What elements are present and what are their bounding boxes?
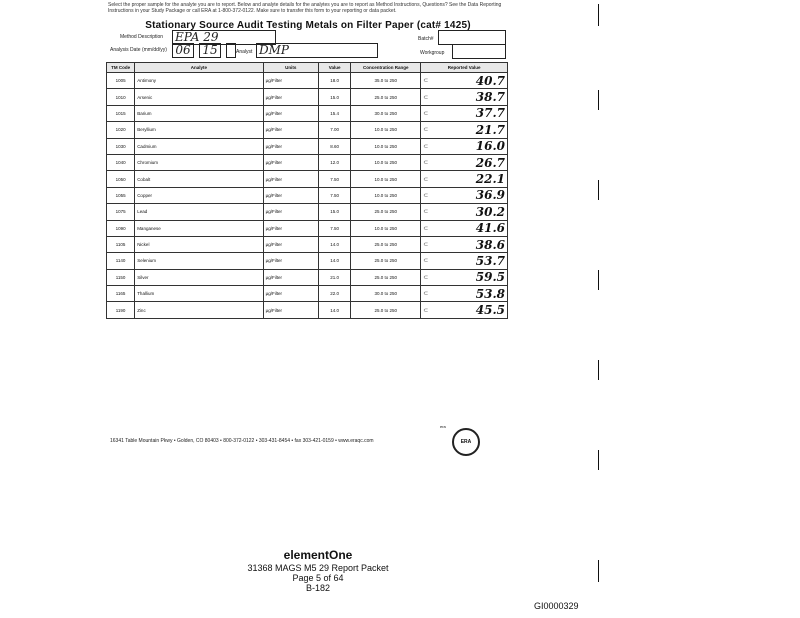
date-label: Analysis Date (mm/dd/yy): [110, 47, 167, 53]
handwritten-mark-icon: ⊂: [423, 127, 429, 134]
table-row: [107, 269, 508, 285]
cell-analyte: Arsenic: [135, 89, 263, 105]
cell-range: 10.0 to 250: [351, 171, 421, 187]
handwritten-mark-icon: ⊂: [423, 176, 429, 183]
cell-range: 25.0 to 250: [351, 302, 421, 318]
cell-reported: [421, 269, 508, 285]
cell-reported: [421, 286, 508, 302]
cell-range: 10.0 to 250: [351, 122, 421, 138]
reported-value: 45.5: [475, 303, 505, 318]
reported-value: 21.7: [475, 122, 505, 137]
cell-code: 1020: [107, 122, 135, 138]
scan-edge-mark: [598, 270, 599, 290]
handwritten-mark-icon: ⊂: [423, 78, 429, 85]
scan-edge-mark: [598, 4, 599, 26]
cell-reported: [421, 220, 508, 236]
cell-range: 25.0 to 250: [351, 269, 421, 285]
cell-analyte: Barium: [135, 105, 263, 121]
reported-value: 30.2: [475, 204, 505, 219]
cell-value: 7.50: [318, 220, 350, 236]
cell-units: µg/Filter: [263, 187, 318, 203]
cell-units: µg/Filter: [263, 138, 318, 154]
analyst-label: Analyst: [236, 49, 253, 55]
workgroup-field: [452, 44, 506, 59]
cell-range: 30.0 to 250: [351, 105, 421, 121]
cell-reported: [421, 154, 508, 170]
analyst-field: DMP: [256, 43, 378, 58]
cell-value: 15.4: [318, 105, 350, 121]
cell-analyte: Beryllium: [135, 122, 263, 138]
cell-reported: [421, 89, 508, 105]
table-row: [107, 220, 508, 236]
cell-units: µg/Filter: [263, 220, 318, 236]
cell-value: 14.0: [318, 253, 350, 269]
cell-units: µg/Filter: [263, 286, 318, 302]
date-month-field: 06: [172, 43, 194, 58]
cell-range: 10.0 to 250: [351, 138, 421, 154]
handwritten-mark-icon: ⊂: [423, 94, 429, 101]
cell-value: 14.0: [318, 302, 350, 318]
table-row: [107, 122, 508, 138]
cell-reported: [421, 236, 508, 252]
cell-code: 1030: [107, 138, 135, 154]
cell-code: 1165: [107, 286, 135, 302]
cell-range: 25.0 to 250: [351, 253, 421, 269]
cell-reported: [421, 187, 508, 203]
cell-units: µg/Filter: [263, 269, 318, 285]
cell-reported: [421, 138, 508, 154]
cell-code: 1055: [107, 187, 135, 203]
handwritten-mark-icon: ⊂: [423, 242, 429, 249]
cell-analyte: Antimony: [135, 73, 263, 89]
cell-units: µg/Filter: [263, 204, 318, 220]
table-row: [107, 138, 508, 154]
table-row: [107, 302, 508, 318]
page-id: B-182: [305, 583, 331, 593]
cell-code: 1140: [107, 253, 135, 269]
cell-code: 1190: [107, 302, 135, 318]
col-header-range: Concentration Range: [351, 63, 421, 73]
cell-analyte: Lead: [135, 204, 263, 220]
cell-code: 1010: [107, 89, 135, 105]
cell-value: 7.50: [318, 171, 350, 187]
col-header-analyte: Analyte: [135, 63, 263, 73]
cell-value: 7.00: [318, 122, 350, 138]
handwritten-mark-icon: ⊂: [423, 110, 429, 117]
packet-line: 31368 MAGS M5 29 Report Packet: [247, 563, 389, 573]
cell-units: µg/Filter: [263, 122, 318, 138]
table-row: [107, 253, 508, 269]
batch-field: [438, 30, 506, 45]
cell-units: µg/Filter: [263, 236, 318, 252]
cell-range: 30.0 to 250: [351, 286, 421, 302]
era-small-text: era: [440, 424, 446, 429]
reported-value: 22.1: [475, 172, 505, 187]
cell-analyte: Manganese: [135, 220, 263, 236]
reported-value: 40.7: [475, 73, 505, 88]
date-day-field: 15: [199, 43, 221, 58]
table-header-row: [107, 63, 508, 73]
cell-analyte: Silver: [135, 269, 263, 285]
handwritten-mark-icon: ⊂: [423, 143, 429, 150]
cell-value: 14.0: [318, 236, 350, 252]
scan-edge-mark: [598, 180, 599, 200]
results-table: [106, 62, 508, 319]
cell-range: 25.0 to 250: [351, 89, 421, 105]
footer-address: 16341 Table Mountain Pkwy • Golden, CO 80403 • 800-372-0122 • 303-431-8454 • fax 303-421-0159 • www.eraqc.com: [110, 438, 374, 444]
cell-value: 18.0: [318, 73, 350, 89]
reported-value: 38.6: [475, 237, 505, 252]
table-row: [107, 286, 508, 302]
cell-units: µg/Filter: [263, 105, 318, 121]
col-header-value: Value: [318, 63, 350, 73]
table-row: [107, 89, 508, 105]
cell-units: µg/Filter: [263, 302, 318, 318]
packet-info: [200, 563, 436, 593]
cell-range: 25.0 to 250: [351, 236, 421, 252]
cell-value: 15.0: [318, 89, 350, 105]
cell-range: 35.0 to 250: [351, 73, 421, 89]
reported-value: 38.7: [475, 90, 505, 105]
cell-units: µg/Filter: [263, 89, 318, 105]
table-row: [107, 105, 508, 121]
cell-range: 10.0 to 250: [351, 187, 421, 203]
table-row: [107, 171, 508, 187]
reported-value: 26.7: [475, 155, 505, 170]
cell-range: 25.0 to 250: [351, 204, 421, 220]
cell-analyte: Nickel: [135, 236, 263, 252]
handwritten-mark-icon: ⊂: [423, 192, 429, 199]
reported-value: 37.7: [475, 106, 505, 121]
cell-reported: [421, 204, 508, 220]
cell-code: 1150: [107, 269, 135, 285]
cell-analyte: Thallium: [135, 286, 263, 302]
cell-analyte: Copper: [135, 187, 263, 203]
handwritten-mark-icon: ⊂: [423, 225, 429, 232]
cell-value: 12.0: [318, 154, 350, 170]
cell-units: µg/Filter: [263, 154, 318, 170]
method-field: EPA 29: [172, 30, 276, 45]
cell-reported: [421, 253, 508, 269]
cell-analyte: Zinc: [135, 302, 263, 318]
scan-edge-mark: [598, 360, 599, 380]
cell-code: 1075: [107, 204, 135, 220]
scan-edge-mark: [598, 450, 599, 470]
table-row: [107, 204, 508, 220]
cell-value: 7.50: [318, 187, 350, 203]
cell-analyte: Selenium: [135, 253, 263, 269]
cell-analyte: Cobalt: [135, 171, 263, 187]
cell-reported: [421, 122, 508, 138]
handwritten-mark-icon: ⊂: [423, 291, 429, 298]
header-note: Select the proper sample for the analyte you are to report. Below and analyte details for the analytes you are to report as Method Instructions, Questions? See the Data Reporting Instructions in your Study Package or call ERA at 1-800-372-0122. Make sure to transfer this form to your reporting or data packet.: [108, 2, 502, 14]
cell-reported: [421, 171, 508, 187]
cell-value: 22.0: [318, 286, 350, 302]
cell-code: 1005: [107, 73, 135, 89]
cell-units: µg/Filter: [263, 253, 318, 269]
cell-reported: [421, 105, 508, 121]
handwritten-mark-icon: ⊂: [423, 209, 429, 216]
cell-range: 10.0 to 250: [351, 220, 421, 236]
workgroup-label: Workgroup: [420, 50, 445, 56]
table-row: [107, 73, 508, 89]
reported-value: 59.5: [475, 270, 505, 285]
cell-value: 15.0: [318, 204, 350, 220]
table-row: [107, 187, 508, 203]
cell-code: 1040: [107, 154, 135, 170]
handwritten-mark-icon: ⊂: [423, 258, 429, 265]
col-header-reported: Reported Value: [421, 63, 508, 73]
brand-name: elementOne: [283, 548, 353, 562]
scan-edge-mark: [598, 560, 599, 582]
table-row: [107, 236, 508, 252]
cell-reported: [421, 302, 508, 318]
scan-edge-mark: [598, 90, 599, 110]
reported-value: 36.9: [475, 188, 505, 203]
cell-code: 1105: [107, 236, 135, 252]
handwritten-mark-icon: ⊂: [423, 307, 429, 314]
reported-value: 53.7: [475, 253, 505, 268]
col-header-code: TM Code: [107, 63, 135, 73]
cell-range: 10.0 to 250: [351, 154, 421, 170]
page-title: Stationary Source Audit Testing Metals on Filter Paper (cat# 1425): [145, 20, 471, 31]
page-line: Page 5 of 64: [292, 573, 344, 583]
cell-reported: [421, 73, 508, 89]
document-id: GI0000329: [534, 601, 579, 611]
cell-code: 1050: [107, 171, 135, 187]
cell-units: µg/Filter: [263, 73, 318, 89]
cell-code: 1015: [107, 105, 135, 121]
cell-analyte: Chromium: [135, 154, 263, 170]
col-header-units: Units: [263, 63, 318, 73]
table-row: [107, 154, 508, 170]
date-year-field: [226, 43, 236, 58]
cell-value: 8.60: [318, 138, 350, 154]
reported-value: 53.8: [475, 286, 505, 301]
cell-units: µg/Filter: [263, 171, 318, 187]
batch-label: Batch#: [418, 36, 434, 42]
cell-value: 21.0: [318, 269, 350, 285]
cell-analyte: Cadmium: [135, 138, 263, 154]
method-label: Method Description: [120, 34, 164, 40]
reported-value: 41.6: [475, 221, 505, 236]
era-logo: ERA: [452, 428, 480, 456]
cell-code: 1090: [107, 220, 135, 236]
reported-value: 16.0: [475, 139, 505, 154]
handwritten-mark-icon: ⊂: [423, 274, 429, 281]
handwritten-mark-icon: ⊂: [423, 160, 429, 167]
